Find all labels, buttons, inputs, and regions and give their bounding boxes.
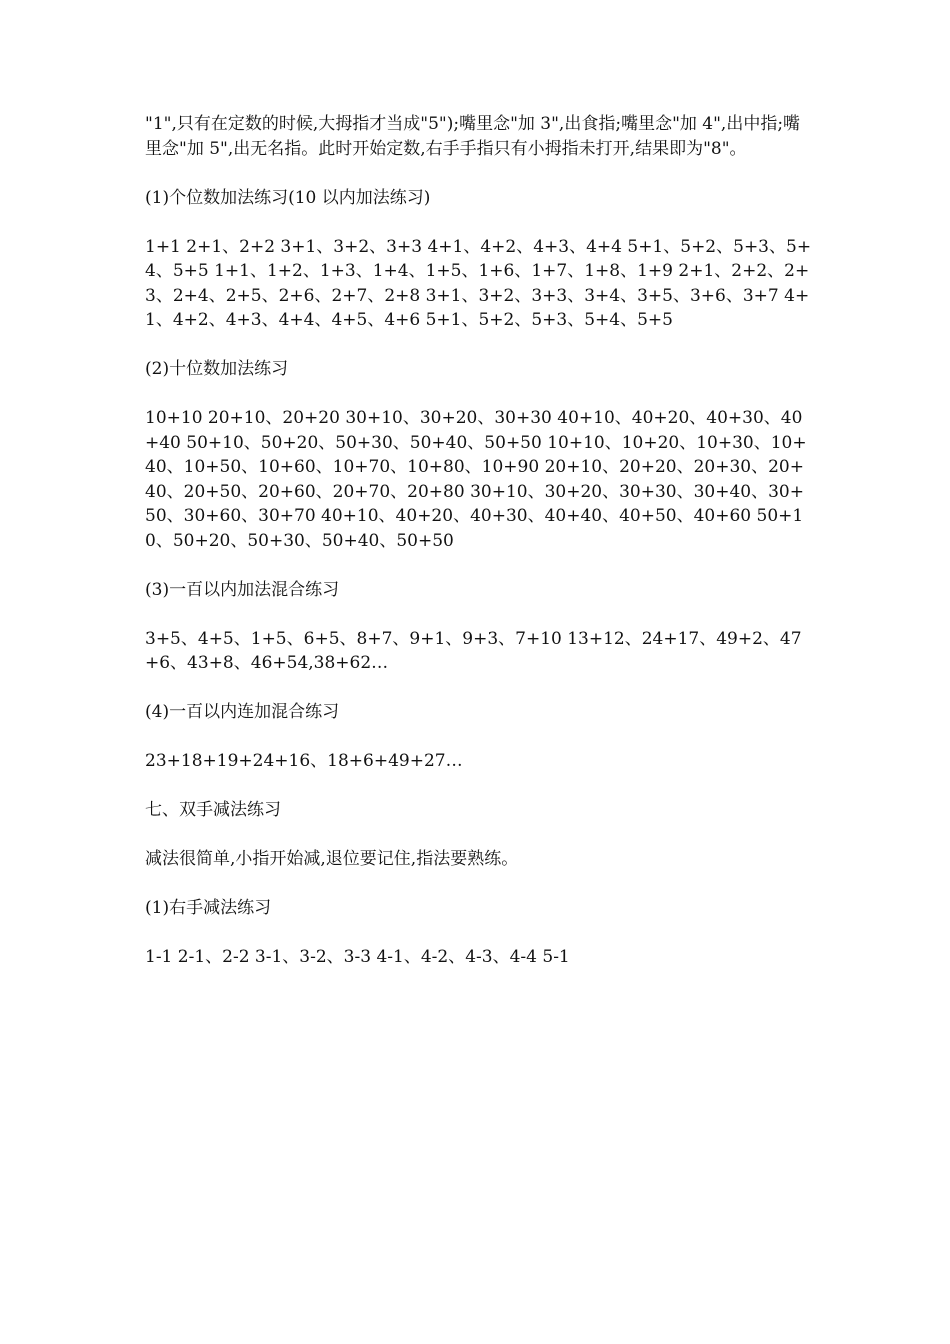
- paragraph-finger-counting-explanation: "1",只有在定数的时候,大拇指才当成"5");嘴里念"加 3",出食指;嘴里念"加 4",出中指;嘴里念"加 5",出无名指。此时开始定数,右手手指只有小拇指未打开,结果即为"8"。: [145, 114, 801, 159]
- exercise-mixed-addition-under-100: 3+5、4+5、1+5、6+5、8+7、9+1、9+3、7+10 13+12、24+17、49+2、47+6、43+8、46+54,38+62…: [145, 628, 802, 673]
- heading-single-digit-addition: (1)个位数加法练习(10 以内加法练习): [145, 187, 431, 208]
- section-heading-two-hand-subtraction: 七、双手减法练习: [145, 800, 281, 820]
- heading-tens-addition: (2)十位数加法练习: [145, 359, 289, 379]
- exercise-right-hand-subtraction: 1-1 2-1、2-2 3-1、3-2、3-3 4-1、4-2、4-3、4-4 5-1: [145, 947, 570, 967]
- paragraph-subtraction-tips: 减法很简单,小指开始减,退位要记住,指法要熟练。: [145, 849, 519, 869]
- exercise-tens-addition: 10+10 20+10、20+20 30+10、30+20、30+30 40+10、40+20、40+30、40+40 50+10、50+20、50+30、50+40、50+50 10+10、10+20、10+30、10+40、10+50、10+60、10+70、10+80、10+90 20+10、20+20、20+30、20+40、20+50、20+60、20+70、20+80 30+10、30+20、30+30、30+40、30+50、30+60、30+70 40+10、40+20、40+30、40+40、40+50、40+60 50+10、50+20、50+30、50+40、50+50: [145, 408, 807, 551]
- document-body: [145, 112, 813, 994]
- heading-consecutive-addition-under-100: (4)一百以内连加混合练习: [145, 702, 340, 722]
- exercise-consecutive-addition-under-100: 23+18+19+24+16、18+6+49+27…: [145, 751, 463, 771]
- exercise-single-digit-addition: 1+1 2+1、2+2 3+1、3+2、3+3 4+1、4+2、4+3、4+4 5+1、5+2、5+3、5+4、5+5 1+1、1+2、1+3、1+4、1+5、1+6、1+7、1+8、1+9 2+1、2+2、2+3、2+4、2+5、2+6、2+7、2+8 3+1、3+2、3+3、3+4、3+5、3+6、3+7 4+1、4+2、4+3、4+4、4+5、4+6 5+1、5+2、5+3、5+4、5+5: [145, 236, 812, 330]
- heading-mixed-addition-under-100: (3)一百以内加法混合练习: [145, 579, 340, 600]
- heading-right-hand-subtraction: (1)右手减法练习: [145, 898, 272, 918]
